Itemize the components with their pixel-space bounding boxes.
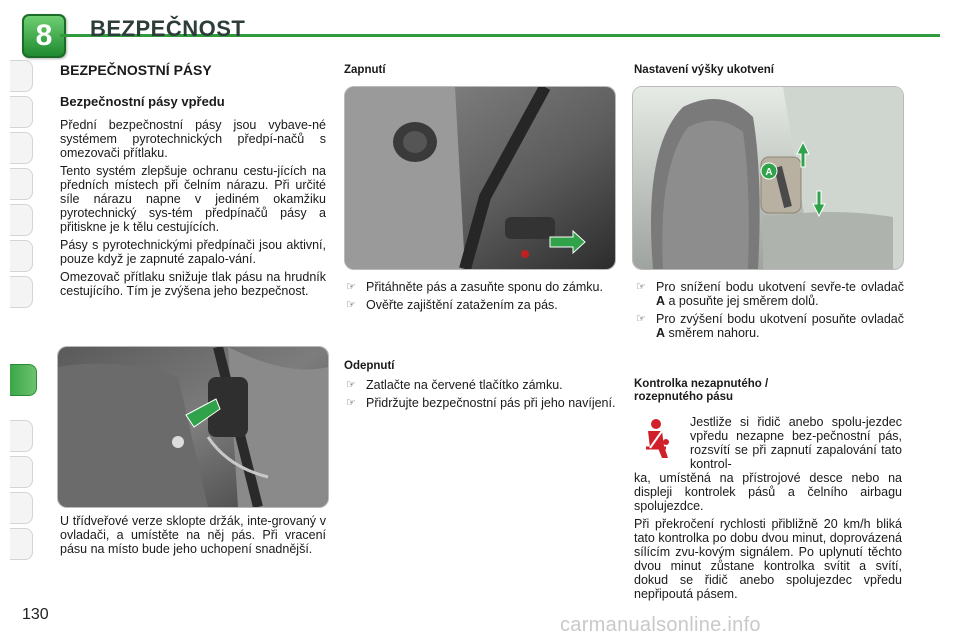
height-step-1-text: Pro snížení bodu ukotvení sevře-te ovladač xyxy=(656,280,904,294)
chapter-tab-9[interactable] xyxy=(10,420,33,452)
chapter-tab-8-active[interactable] xyxy=(10,364,37,396)
warning-details xyxy=(634,471,902,605)
chapter-tab-2[interactable] xyxy=(10,96,33,128)
chapter-badge: 8 xyxy=(22,14,66,58)
seat-belt-holder-photo xyxy=(57,346,329,508)
height-adjust-title: Nastavení výšky ukotvení xyxy=(634,64,774,76)
anchor-height-photo xyxy=(632,86,904,270)
warning-light-title xyxy=(634,378,768,404)
intro-paragraph-1: Přední bezpečnostní pásy jsou vybave-né systémem pyrotechnických předpí-načů s omezovači přítlaku. xyxy=(60,118,326,160)
hand-pointer-icon: ☞ xyxy=(346,281,356,293)
control-a: A xyxy=(656,326,666,340)
warning-description: Jestliže si řidič anebo spolu-jezdec vpředu nezapne bez-pečnostní pás, rozsvítí se při zapnutí zapalování tato kontrol- xyxy=(690,415,902,471)
intro-text xyxy=(60,118,326,302)
fasten-belt-photo xyxy=(344,86,616,270)
fasten-step-1 xyxy=(344,280,616,294)
fasten-title: Zapnutí xyxy=(344,64,386,76)
seatbelt-warning-icon xyxy=(638,418,674,460)
chapter-tab-11[interactable] xyxy=(10,492,33,524)
fasten-step-2-text: Ověřte zajištění zatažením za pás. xyxy=(366,298,558,312)
chapter-tab-7[interactable] xyxy=(10,276,33,308)
warning-paragraph-1: ka, umístěná na přístrojové desce nebo na displeji kontrolek pásů a čelního airbagu spolujezdce. xyxy=(634,471,902,513)
height-instructions xyxy=(634,280,904,344)
fasten-step-1-text: Přitáhněte pás a zasuňte sponu do zámku. xyxy=(366,280,603,294)
unfasten-title: Odepnutí xyxy=(344,360,395,372)
chapter-tabs xyxy=(10,60,36,580)
hand-pointer-icon: ☞ xyxy=(346,299,356,311)
hand-pointer-icon: ☞ xyxy=(346,397,356,409)
label-a: A xyxy=(765,167,773,178)
warning-paragraph-2: Při překročení rychlosti přibližně 20 km/h bliká tato kontrolka po dobu dvou minut, doprovázená sílícím zvu-kovým signálem. Po uplynutí těchto dvou minut zůstane kontrolka svítit a svítí, dokud se řidič anebo spolujezdec vpředu nepřipoutá pásem. xyxy=(634,517,902,601)
intro-paragraph-3: Pásy s pyrotechnickými předpínači jsou aktivní, pouze když je zapnuté zapalo-vání. xyxy=(60,238,326,266)
warning-title-line-1: Kontrolka nezapnutého / xyxy=(634,378,769,390)
subsection-title: Bezpečnostní pásy vpředu xyxy=(60,94,225,109)
warning-title-line-2: rozepnutého pásu xyxy=(634,391,734,403)
hand-pointer-icon: ☞ xyxy=(636,281,646,293)
page-title: BEZPEČNOST xyxy=(90,16,246,41)
height-step-1 xyxy=(634,280,904,308)
unfasten-instructions xyxy=(344,378,616,414)
watermark: carmanualsonline.info xyxy=(560,614,761,636)
unfasten-step-2 xyxy=(344,396,616,410)
control-a: A xyxy=(656,294,666,308)
intro-paragraph-2: Tento systém zlepšuje ochranu cestu-jících na předních místech při čelním nárazu. Při určité síle nárazu napne v jediném okamžiku pyrotechnický sys-tém předpínačů pásy a přitiskne je k tělu cestujících. xyxy=(60,164,326,234)
fasten-step-2 xyxy=(344,298,616,312)
unfasten-step-1-text: Zatlačte na červené tlačítko zámku. xyxy=(366,378,563,392)
holder-caption: U třídveřové verze sklopte držák, inte-grovaný v ovladači, a umístěte na něj pás. Při vracení pásu na místo bude jeho uchopení snadnější. xyxy=(60,514,326,556)
height-step-2 xyxy=(634,312,904,340)
chapter-tab-12[interactable] xyxy=(10,528,33,560)
height-step-2-text-end: směrem nahoru. xyxy=(665,326,760,340)
chapter-tab-3[interactable] xyxy=(10,132,33,164)
page-number: 130 xyxy=(22,606,49,623)
chapter-tab-5[interactable] xyxy=(10,204,33,236)
unfasten-step-1 xyxy=(344,378,616,392)
section-title: BEZPEČNOSTNÍ PÁSY xyxy=(60,62,212,78)
chapter-tab-6[interactable] xyxy=(10,240,33,272)
fasten-instructions xyxy=(344,280,616,316)
chapter-tab-1[interactable] xyxy=(10,60,33,92)
height-step-2-text: Pro zvýšení bodu ukotvení posuňte ovladač xyxy=(656,312,904,326)
intro-paragraph-4: Omezovač přítlaku snižuje tlak pásu na hrudník cestujícího. Tím je zvýšena jeho bezpečnost. xyxy=(60,270,326,298)
height-step-1-text-end: a posuňte jej směrem dolů. xyxy=(665,294,819,308)
hand-pointer-icon: ☞ xyxy=(636,313,646,325)
hand-pointer-icon: ☞ xyxy=(346,379,356,391)
chapter-tab-10[interactable] xyxy=(10,456,33,488)
unfasten-step-2-text: Přidržujte bezpečnostní pás při jeho navíjení. xyxy=(366,396,616,410)
chapter-tab-4[interactable] xyxy=(10,168,33,200)
